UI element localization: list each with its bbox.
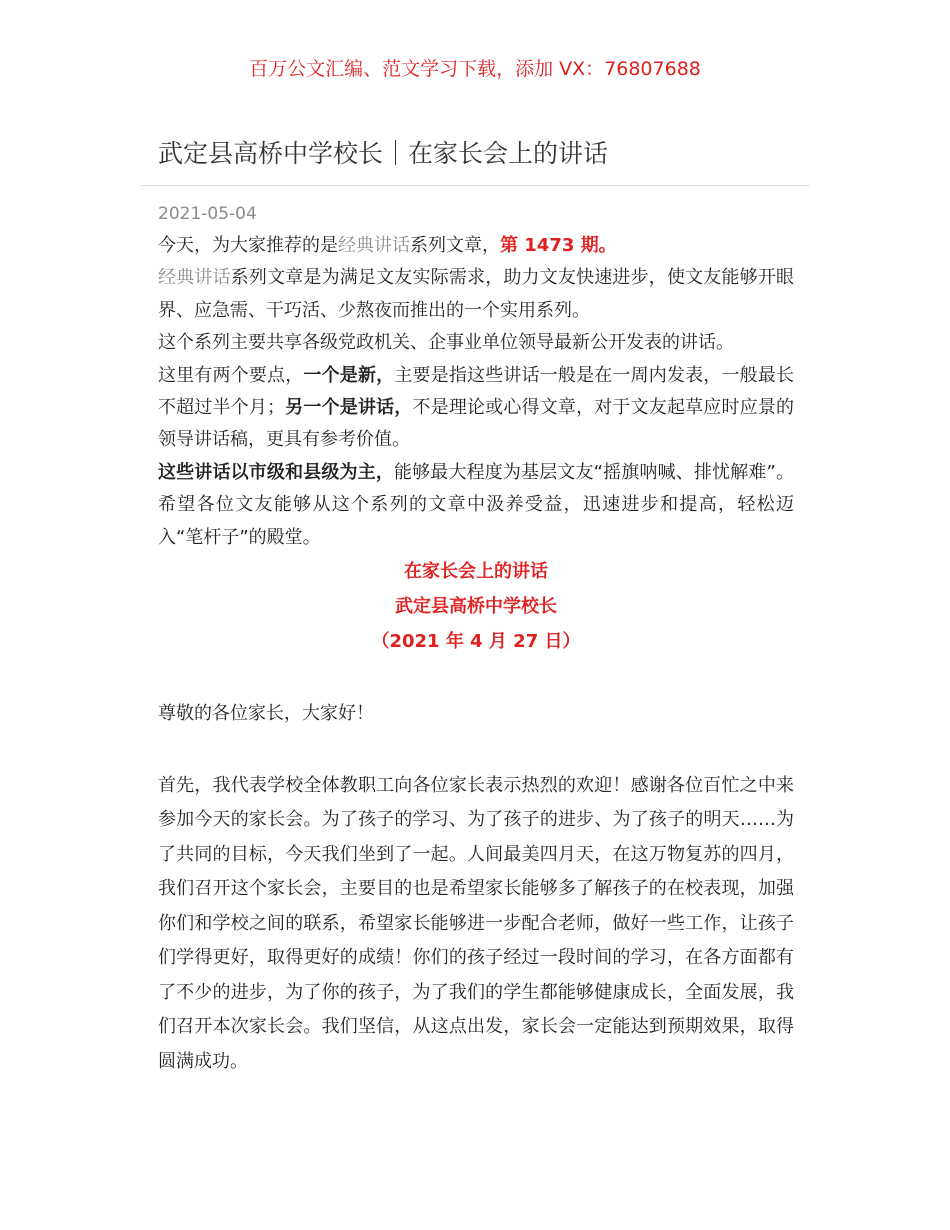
speech-speaker: 武定县高桥中学校长	[395, 596, 557, 618]
speech-date: （2021 年 4 月 27 日）	[371, 631, 581, 653]
intro-p1-mid: 系列文章，	[410, 235, 500, 256]
point-new: 一个是新，	[303, 364, 395, 386]
title-divider	[140, 185, 810, 186]
focus-level: 这些讲话以市级和县级为主，	[158, 461, 394, 483]
spacer	[158, 659, 794, 697]
spacer	[158, 732, 794, 769]
intro-p2-rest: 系列文章是为满足文友实际需求，助力文友快速进步，使文友能够开眼界、应急需、干巧活、少熬夜而推出的一个实用系列。	[158, 267, 795, 321]
publish-date: 2021-05-04	[158, 204, 257, 224]
intro-p5-b: 能够最大程度为基层文友“摇旗呐喊、排忧解难”。希望各位文友能够从这个系列的文章中汲养受益，迅速进步和提高，轻松迈入“笔杆子”的殿堂。	[158, 461, 794, 548]
article-body	[158, 230, 794, 1079]
intro-paragraph-5	[158, 457, 794, 554]
point-speech: 另一个是讲话，	[285, 397, 413, 419]
intro-paragraph-4	[158, 360, 794, 457]
issue-number: 第 1473 期。	[500, 235, 617, 256]
speech-paragraph-1: 首先，我代表学校全体教职工向各位家长表示热烈的欢迎！感谢各位百忙之中来参加今天的家长会。为了孩子的学习、为了孩子的进步、为了孩子的明天……为了共同的目标，今天我们坐到了一起。人间最美四月天，在这万物复苏的四月，我们召开这个家长会，主要目的也是希望家长能够多了解孩子的在校表现，加强你们和学校之间的联系，希望家长能够进一步配合老师，做好一些工作，让孩子们学得更好，取得更好的成绩！你们的孩子经过一段时间的学习，在各方面都有了不少的进步，为了你的孩子，为了我们的学生都能够健康成长，全面发展，我们召开本次家长会。我们坚信，从这点出发，家长会一定能达到预期效果，取得圆满成功。	[158, 774, 794, 1072]
intro-p4-a: 这里有两个要点，	[158, 364, 304, 386]
series-name-inline: 经典讲话	[338, 235, 410, 256]
intro-paragraph-3: 这个系列主要共享各级党政机关、企事业单位领导最新公开发表的讲话。	[158, 332, 734, 354]
speech-greeting: 尊敬的各位家长，大家好！	[158, 703, 374, 725]
intro-p4-c: 主要是指这些讲话一般是在一周内发表，一般最长不超过半个月；	[158, 364, 795, 419]
intro-p1-prefix: 今天，为大家推荐的是	[158, 235, 338, 256]
series-name-lead: 经典讲话	[158, 267, 231, 289]
intro-paragraph-2	[158, 262, 794, 327]
intro-paragraph-1	[158, 230, 794, 262]
article-title: 武定县高桥中学校长｜在家长会上的讲话	[158, 139, 609, 168]
promo-banner: 百万公文汇编、范文学习下载，添加 VX：76807688	[249, 58, 701, 80]
intro-p4-e: 不是理论或心得文章，对于文友起草应时应景的领导讲话稿，更具有参考价值。	[158, 397, 795, 451]
speech-heading: 在家长会上的讲话	[404, 561, 548, 583]
